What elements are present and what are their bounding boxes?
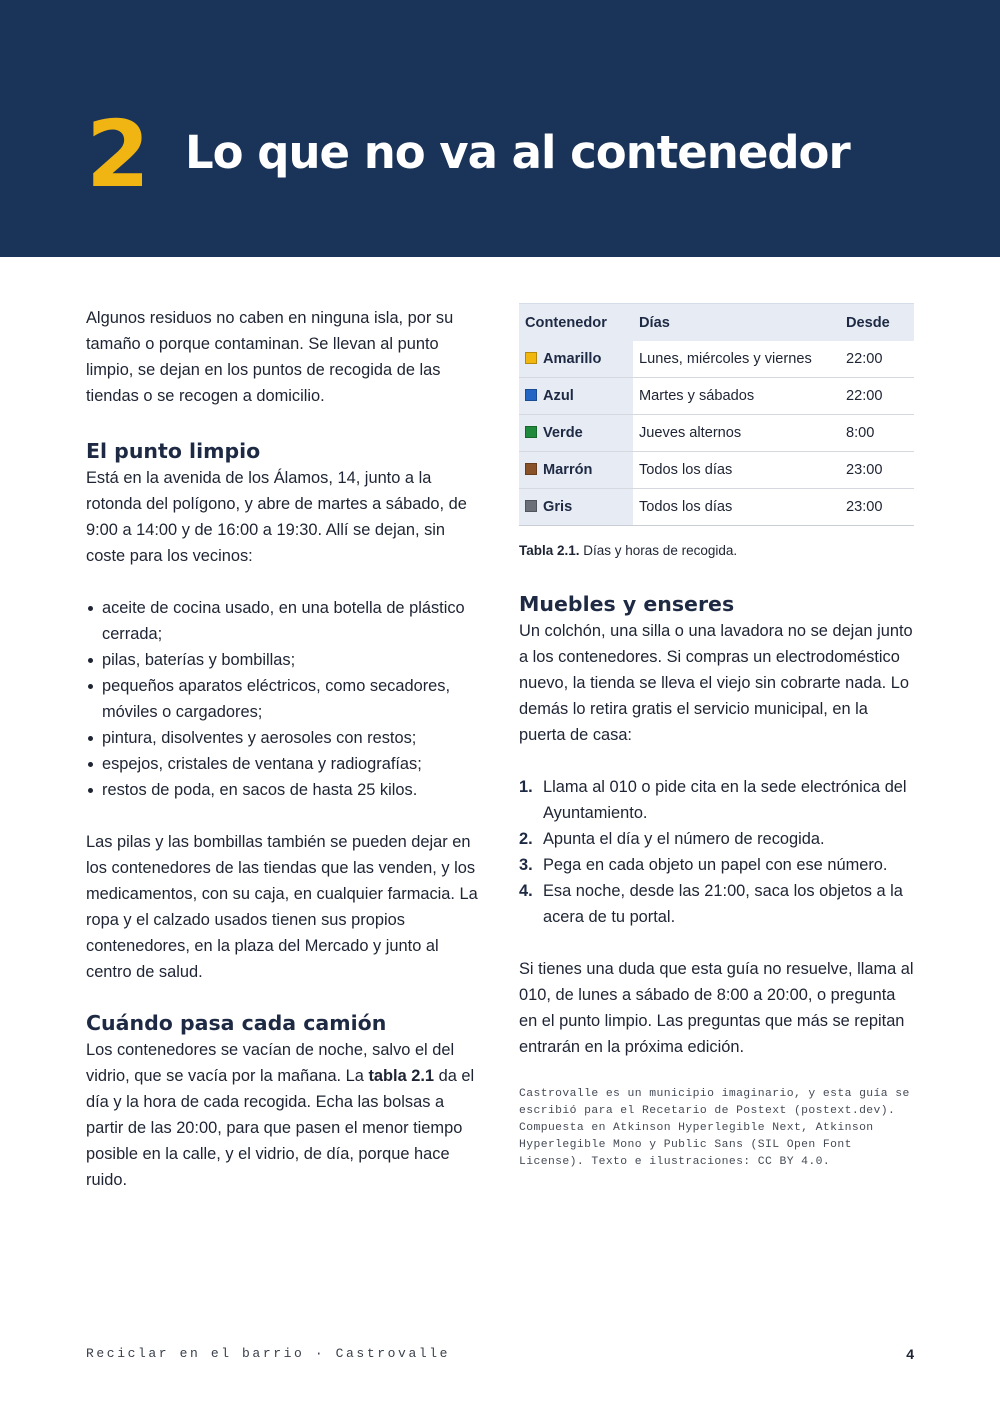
muebles-heading: Muebles y enseres [519,592,735,616]
muebles-paragraph-2: Si tienes una duda que esta guía no resuelve, llama al 010, de lunes a sábado de 8:00 a 20:00, o pregunta en el punto limpio. Las preguntas que más se repitan entrarán en la próxima edición. [519,960,914,1056]
color-swatch [525,500,537,512]
page-number: 4 [906,1346,914,1362]
column-header: Desde [840,304,914,342]
table-row [519,452,914,489]
caption-label: Tabla 2.1. [519,543,580,558]
list-item: pilas, baterías y bombillas; [86,647,484,673]
punto-limpio-heading: El punto limpio [86,439,261,463]
step-number: 3. [519,856,533,874]
table-reference: tabla 2.1 [368,1067,435,1085]
pickup-steps-list [519,774,914,930]
color-swatch [525,352,537,364]
step-text: Pega en cada objeto un papel con ese número. [543,856,888,874]
container-cell [519,452,633,489]
left-column [86,305,484,1193]
container-name: Marrón [543,462,593,478]
chapter-number: 2 [86,101,149,208]
list-item [519,852,914,878]
days-cell: Todos los días [633,489,840,526]
table-caption [519,542,914,560]
container-name: Verde [543,425,583,441]
list-item: aceite de cocina usado, en una botella de plástico cerrada; [86,595,484,647]
days-cell: Todos los días [633,452,840,489]
time-cell: 8:00 [840,415,914,452]
list-item [519,774,914,826]
days-cell: Martes y sábados [633,378,840,415]
punto-limpio-paragraph: Está en la avenida de los Álamos, 14, junto a la rotonda del polígono, y abre de martes a sábado, de 9:00 a 14:00 y de 16:00 a 19:30. Allí se dejan, sin coste para los vecinos: [86,469,467,565]
right-column [519,303,914,1171]
list-item: espejos, cristales de ventana y radiografías; [86,751,484,777]
intro-paragraph: Algunos residuos no caben en ninguna isla, por su tamaño o porque contaminan. Se llevan al punto limpio, se dejan en los puntos de recogida de las tiendas o se recogen a domicilio. [86,309,454,405]
muebles-paragraph: Un colchón, una silla o una lavadora no se dejan junto a los contenedores. Si compras un electrodoméstico nuevo, la tienda se lleva el viejo sin cobrarte nada. Lo demás lo retira gratis el servicio municipal, en la puerta de casa: [519,622,913,744]
step-number: 1. [519,778,533,796]
time-cell: 22:00 [840,378,914,415]
table-row [519,341,914,378]
list-item: restos de poda, en sacos de hasta 25 kilos. [86,777,484,803]
camion-heading: Cuándo pasa cada camión [86,1011,387,1035]
camion-text-before: Los contenedores se vacían de noche, salvo el del vidrio, que se vacía por la mañana. La [86,1041,455,1085]
step-number: 2. [519,830,533,848]
color-swatch [525,426,537,438]
table-header-row [519,304,914,342]
container-cell [519,489,633,526]
step-number: 4. [519,882,533,900]
list-item: pequeños aparatos eléctricos, como secadores, móviles o cargadores; [86,673,484,725]
camion-text-after: da el día y la hora de cada recogida. Echa las bolsas a partir de las 20:00, para que pasen el menor tiempo posible en la calle, y el vidrio, de día, porque hace ruido. [86,1067,475,1189]
color-swatch [525,389,537,401]
step-text: Llama al 010 o pide cita en la sede electrónica del Ayuntamiento. [543,778,907,822]
column-header: Contenedor [519,304,633,342]
punto-limpio-paragraph-2: Las pilas y las bombillas también se pueden dejar en los contenedores de las tiendas que las venden, y los medicamentos, con su caja, en cualquier farmacia. La ropa y el calzado usados tienen sus propios contenedores, en la plaza del Mercado y junto al centro de salud. [86,833,478,981]
table-row [519,415,914,452]
time-cell: 23:00 [840,452,914,489]
column-header: Días [633,304,840,342]
accepted-items-list [86,595,484,803]
list-item [519,826,914,852]
chapter-banner [0,0,1000,257]
caption-text: Días y horas de recogida. [579,543,738,558]
running-footer-title: Reciclar en el barrio · Castrovalle [86,1346,451,1361]
time-cell: 22:00 [840,341,914,378]
container-cell [519,378,633,415]
color-swatch [525,463,537,475]
container-name: Gris [543,499,573,515]
container-cell [519,415,633,452]
chapter-title: Lo que no va al contenedor [185,126,850,179]
list-item: pintura, disolventes y aerosoles con restos; [86,725,484,751]
collection-schedule-table [519,303,914,526]
container-name: Azul [543,388,574,404]
table-row [519,489,914,526]
step-text: Apunta el día y el número de recogida. [543,830,825,848]
camion-paragraph [86,1037,484,1193]
time-cell: 23:00 [840,489,914,526]
list-item [519,878,914,930]
table-row [519,378,914,415]
step-text: Esa noche, desde las 21:00, saca los objetos a la acera de tu portal. [543,882,903,926]
days-cell: Lunes, miércoles y viernes [633,341,840,378]
colophon: Castrovalle es un municipio imaginario, y esta guía se escribió para el Recetario de Postext (postext.dev). Compuesta en Atkinson Hyperlegible Next, Atkinson Hyperlegible Mono y Public Sans (SIL Open Font License). Texto e ilustraciones: CC BY 4.0. [519,1088,910,1168]
container-cell [519,341,633,378]
container-name: Amarillo [543,351,602,367]
days-cell: Jueves alternos [633,415,840,452]
